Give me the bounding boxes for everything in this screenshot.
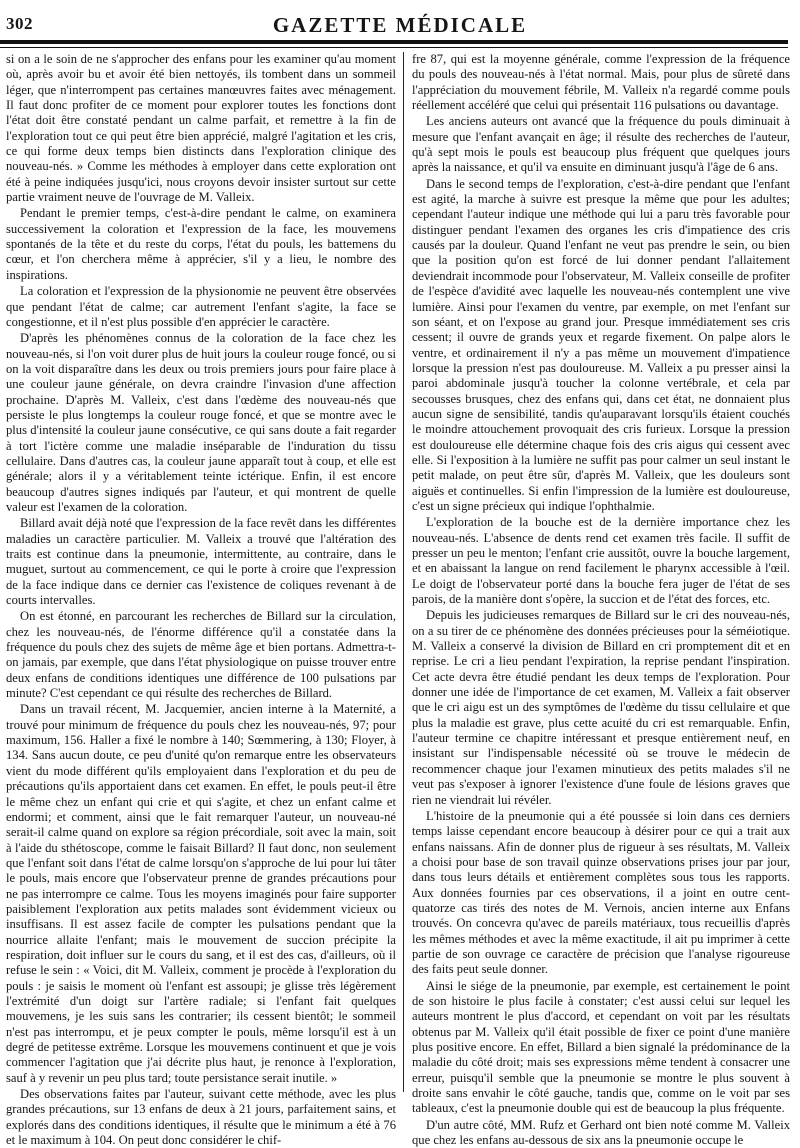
left-column [6, 52, 396, 1148]
right-column [412, 52, 790, 1148]
paragraph: Depuis les judicieuses remarques de Billard sur le cri des nouveau-nés, on a su tirer de ce phénomène des données précieuses pour la séméiotique. M. Valleix a conservé la division de Billard en cri promptement dit et en reprise. Le cri a lieu pendant l'expiration, la reprise pendant l'inspiration. Cet acte devra être étudié pendant les deux temps de l'exploration. Pour donner une idée de l'importance de cet examen, M. Valleix a fait observer que le cri aigu est un des symptômes de l'œdème du tissu cellulaire et que plus la maladie est grave, plus cette acuité du cri est remarquable. Enfin, l'auteur termine ce chapitre intéressant et presque entièrement neuf, en insistant sur l'indispensable nécessité où se trouve le médecin de recommencer chaque jour l'examen minutieux des petits malades s'il ne veut pas s'exposer à ignorer l'existence d'une foule de lésions graves que rien ne viendrait lui révéler. [412, 608, 790, 807]
header-rule-thick [0, 40, 788, 44]
paragraph: D'un autre côté, MM. Rufz et Gerhard ont bien noté comme M. Valleix que chez les enfans au-dessous de six ans la pneumonie occupe le [412, 1117, 790, 1148]
page-header [0, 0, 800, 44]
column-divider [403, 52, 404, 1092]
paragraph: D'après les phénomènes connus de la coloration de la face chez les nouveau-nés, si l'on voit durer plus de huit jours la couleur rouge foncé, ou si on la voit disparaître dans les deux ou trois premiers jours pour faire place à une couleur jaune générale, on devra craindre l'invasion d'une affection prochaine. D'après M. Valleix, c'est dans l'œdème des nouveau-nés que persiste le plus longtemps la couleur rouge foncé, et que se montre avec le plus d'intensité la couleur jaune consécutive, ce qui sans doute a fait regarder à tort l'ictère comme une maladie inséparable de l'induration du tissu cellulaire. Dans d'autres cas, la couleur jaune apparaît tout à coup, et elle est générale; alors il y a véritablement teinte ictérique. Enfin, il est encore beaucoup d'autres signes indiqués par l'auteur, et qui montrent de quelle valeur est l'examen de la coloration. [6, 331, 396, 514]
page-number: 302 [6, 14, 33, 33]
paragraph: Dans un travail récent, M. Jacquemier, ancien interne à la Maternité, a trouvé pour minimum de fréquence du pouls chez les nouveau-nés, 97; pour maximum, 156. Haller a fixé le nombre à 140; Sœmmering, à 130; Floyer, à 134. Sans aucun doute, ce peu d'unité qu'on remarque entre les observateurs vient du mode différent qu'ils employaient dans l'exploration et du peu de précautions qu'ils apportaient dans cet examen. En effet, le pouls peut-il être le même chez un enfant qui crie et qui s'agite, et chez un enfant calme et endormi; et comment, ainsi que le fait remarquer l'auteur, un nouveau-né serait-il calme quand on explore sa région précordiale, soit avec la main, soit à l'aide du sthétoscope, comme le faisait Billard? Il faut donc, non seulement que l'enfant soit dans l'état de calme lorsqu'on s'approche de lui pour lui tâter le pouls, mais encore que l'observateur prenne de grandes précautions pour ne pas interrompre ce calme. Tous les moyens imaginés pour faire supporter paisiblement l'exploration aux petits malades sont évidemment vicieux ou insuffisans. Il est assez facile de compter les pulsations pendant que la nourrice allaite l'enfant; mais le mouvement de succion précipite la respiration, doit influer sur le cours du sang, et il est des cas, d'ailleurs, où il refuse le sein : « Voici, dit M. Valleix, comment je procède à l'exploration du pouls : je saisis le moment où l'enfant est assoupi; je glisse très légèrement l'extrémité d'un doigt sur l'artère radiale; si l'enfant fait quelques mouvemens, je les suis sans les contrarier; ils cessent bientôt; le sommeil n'est pas interrompu, et je peux compter le pouls, même lorsqu'il est à un degré de petitesse extrême. Lorsque les mouvemens continuent et que je vois commencer l'agitation que j'ai décrite plus haut, je renonce à l'exploration, sauf à y revenir un peu plus tard; toute persistance serait inutile. » [6, 702, 396, 1085]
header-rule-thin [0, 47, 788, 48]
paragraph: Pendant le premier temps, c'est-à-dire pendant le calme, on examinera successivement la coloration et l'expression de la face, les mouvemens spontanés de la tête et du reste du corps, l'état du pouls, les battemens du cœur, et l'on cherchera même à apprécier, s'il y a lieu, le nombre des inspirations. [6, 206, 396, 282]
paragraph: Billard avait déjà noté que l'expression de la face revêt dans les différentes maladies un caractère particulier. M. Valleix a trouvé que l'altération des traits est continue dans la pneumonie, intermittente, au contraire, dans le muguet, surtout au commencement, ce qui le porte à croire que l'expression de la face indique dans ce dernier cas l'existence de coliques revenant à de courts intervalles. [6, 516, 396, 608]
paragraph: Dans le second temps de l'exploration, c'est-à-dire pendant que l'enfant est agité, la marche à suivre est presque la même que pour les adultes; cependant l'auteur indique une méthode qui lui a paru très favorable pour distinguer pendant l'examen des organes les cris d'impatience des cris causés par la douleur. Quand l'enfant ne veut pas prendre le sein, ou bien que la position qu'on est forcé de lui donner pendant l'allaitement deviendrait incommode pour l'observateur, M. Valleix conseille de profiter de l'espèce d'avidité avec laquelle les nouveau-nés contemplent une vive lumière. Ainsi pour l'examen du ventre, par exemple, on met l'enfant sur son séant, et on l'expose au grand jour. Presque immédiatement ses cris cessent; il ouvre de grands yeux et regarde fixement. On palpe alors le ventre, et ordinairement il n'y a pas même un mouvement d'impatience lorsque la pression n'est pas douloureuse. M. Valleix a pu presser ainsi la paroi abdominale jusqu'à toucher la colonne vertébrale, et cela par secousses brusques, chez des enfans qui, dans cet état, ne donnaient plus aucun signe de sensibilité, tandis qu'auparavant lorsqu'ils étaient couchés le moindre attouchement provoquait des cris furieux. Lorsque la pression est douloureuse elle détermine chaque fois des cris aigus qui cessent avec elle. Si l'exposition à la lumière ne suffit pas pour calmer un seul instant le petit malade, on peut être sûr, d'après M. Valleix, que les douleurs sont aiguës et continuelles. Si enfin l'impression de la lumière est douloureuse, c'est un signe précieux qui indique l'ophthalmie. [412, 176, 790, 513]
paragraph: L'exploration de la bouche est de la dernière importance chez les nouveau-nés. L'absence de dents rend cet examen très facile. Il suffit de presser un peu le menton; l'enfant crie aussitôt, ouvre la bouche largement, et en abaissant la langue on rend facilement le pharynx accessible à l'œil. Le doigt de l'observateur porté dans la bouche fera juger de l'état de ses parois, de la manière dont s'opère, la succion et de l'état des forces, etc. [412, 515, 790, 607]
paragraph: fre 87, qui est la moyenne générale, comme l'expression de la fréquence du pouls des nouveau-nés à l'état normal. Mais, pour plus de sûreté dans l'appréciation du mouvement fébrile, M. Valleix n'a regardé comme pouls réellement accéléré que celui qui présentait 116 pulsations ou davantage. [412, 52, 790, 113]
paragraph: Les anciens auteurs ont avancé que la fréquence du pouls diminuait à mesure que l'enfant avançait en âge; il résulte des recherches de l'auteur, qu'à sept mois le pouls est beaucoup plus fréquent que quelques jours après la naissance, et qu'il va ensuite en diminuant jusqu'à l'âge de 6 ans. [412, 114, 790, 175]
paragraph: Ainsi le siége de la pneumonie, par exemple, est certainement le point de son histoire le plus facile à constater; c'est aussi celui sur lequel les auteurs montrent le plus d'accord, et cependant on voit par les résultats obtenus par M. Valleix qu'il était possible de fixer ce point d'une manière plus positive encore. En effet, Billard a bien signalé la prédominance de la maladie du côté droit; mais ses expressions même tendent à consacrer une erreur, puisqu'il semble que la pneumonie se montre le plus souvent à droite sans envahir le côté gauche, tandis que, comme on le voit par ses tableaux, c'est la pneumonie double qui est de beaucoup la plus fréquente. [412, 978, 790, 1116]
paragraph: On est étonné, en parcourant les recherches de Billard sur la circulation, chez les nouveau-nés, de l'énorme différence qu'il a constatée dans la fréquence du pouls chez des sujets de même âge et bien portans. Admettra-t-on jamais, par exemple, que dans l'état physiologique on puisse trouver entre deux enfans de conditions identiques une différence de 100 pulsations par minute? C'est cependant ce qui résulte des recherches de Billard. [6, 609, 396, 701]
paragraph: L'histoire de la pneumonie qui a été poussée si loin dans ces derniers temps laisse cependant encore beaucoup à désirer pour ce qui a trait aux enfans naissans. Afin de donner plus de rigueur à ses résultats, M. Valleix a choisi pour base de son travail quinze observations prises jour par jour, dans tous leurs détails et entièrement complètes sous tous les rapports. Aux données fournies par ces observations, il a joint en outre cent-quatorze cas tirés des notes de M. Vernois, ancien interne aux Enfans trouvés. On concevra qu'avec de pareils matériaux, tous recueillis d'après les mêmes méthodes et avec la même exactitude, il ait pu imprimer à cette partie de son ouvrage ce caractère de précision que l'analyse rigoureuse des faits peut seule donner. [412, 808, 790, 977]
paragraph: La coloration et l'expression de la physionomie ne peuvent être observées que pendant l'état de calme; car autrement l'enfant s'agite, la face se congestionne, et il n'est plus possible d'en apprécier le caractère. [6, 284, 396, 329]
running-title: GAZETTE MÉDICALE [272, 13, 528, 37]
paragraph: Des observations faites par l'auteur, suivant cette méthode, avec les plus grandes précautions, sur 13 enfans de deux à 21 jours, parfaitement sains, et explorés dans des conditions identiques, il résulte que le minimum a été à 76 et le maximum à 104. On peut donc considérer le chif- [6, 1087, 396, 1148]
paragraph: si on a le soin de ne s'approcher des enfans pour les examiner qu'au moment où, après avoir bu et avoir été bien nettoyés, ils tombent dans un sommeil léger, que n'interrompent pas certaines manœuvres faites avec ménagement. Il faut donc profiter de ce moment pour explorer toutes les fonctions dont l'état doit être constaté pendant un calme parfait, et remettre à la fin de l'exploration tout ce qui peut être bien apprécié, malgré l'agitation et les cris, ce qui forme deux temps bien distincts dans l'exploration clinique des nouveau-nés. » Comme les méthodes à employer dans cette exploration ont été à peine indiquées jusqu'ici, nous croyons devoir insister surtout sur cette partie vraiment neuve de l'ouvrage de M. Valleix. [6, 52, 396, 205]
